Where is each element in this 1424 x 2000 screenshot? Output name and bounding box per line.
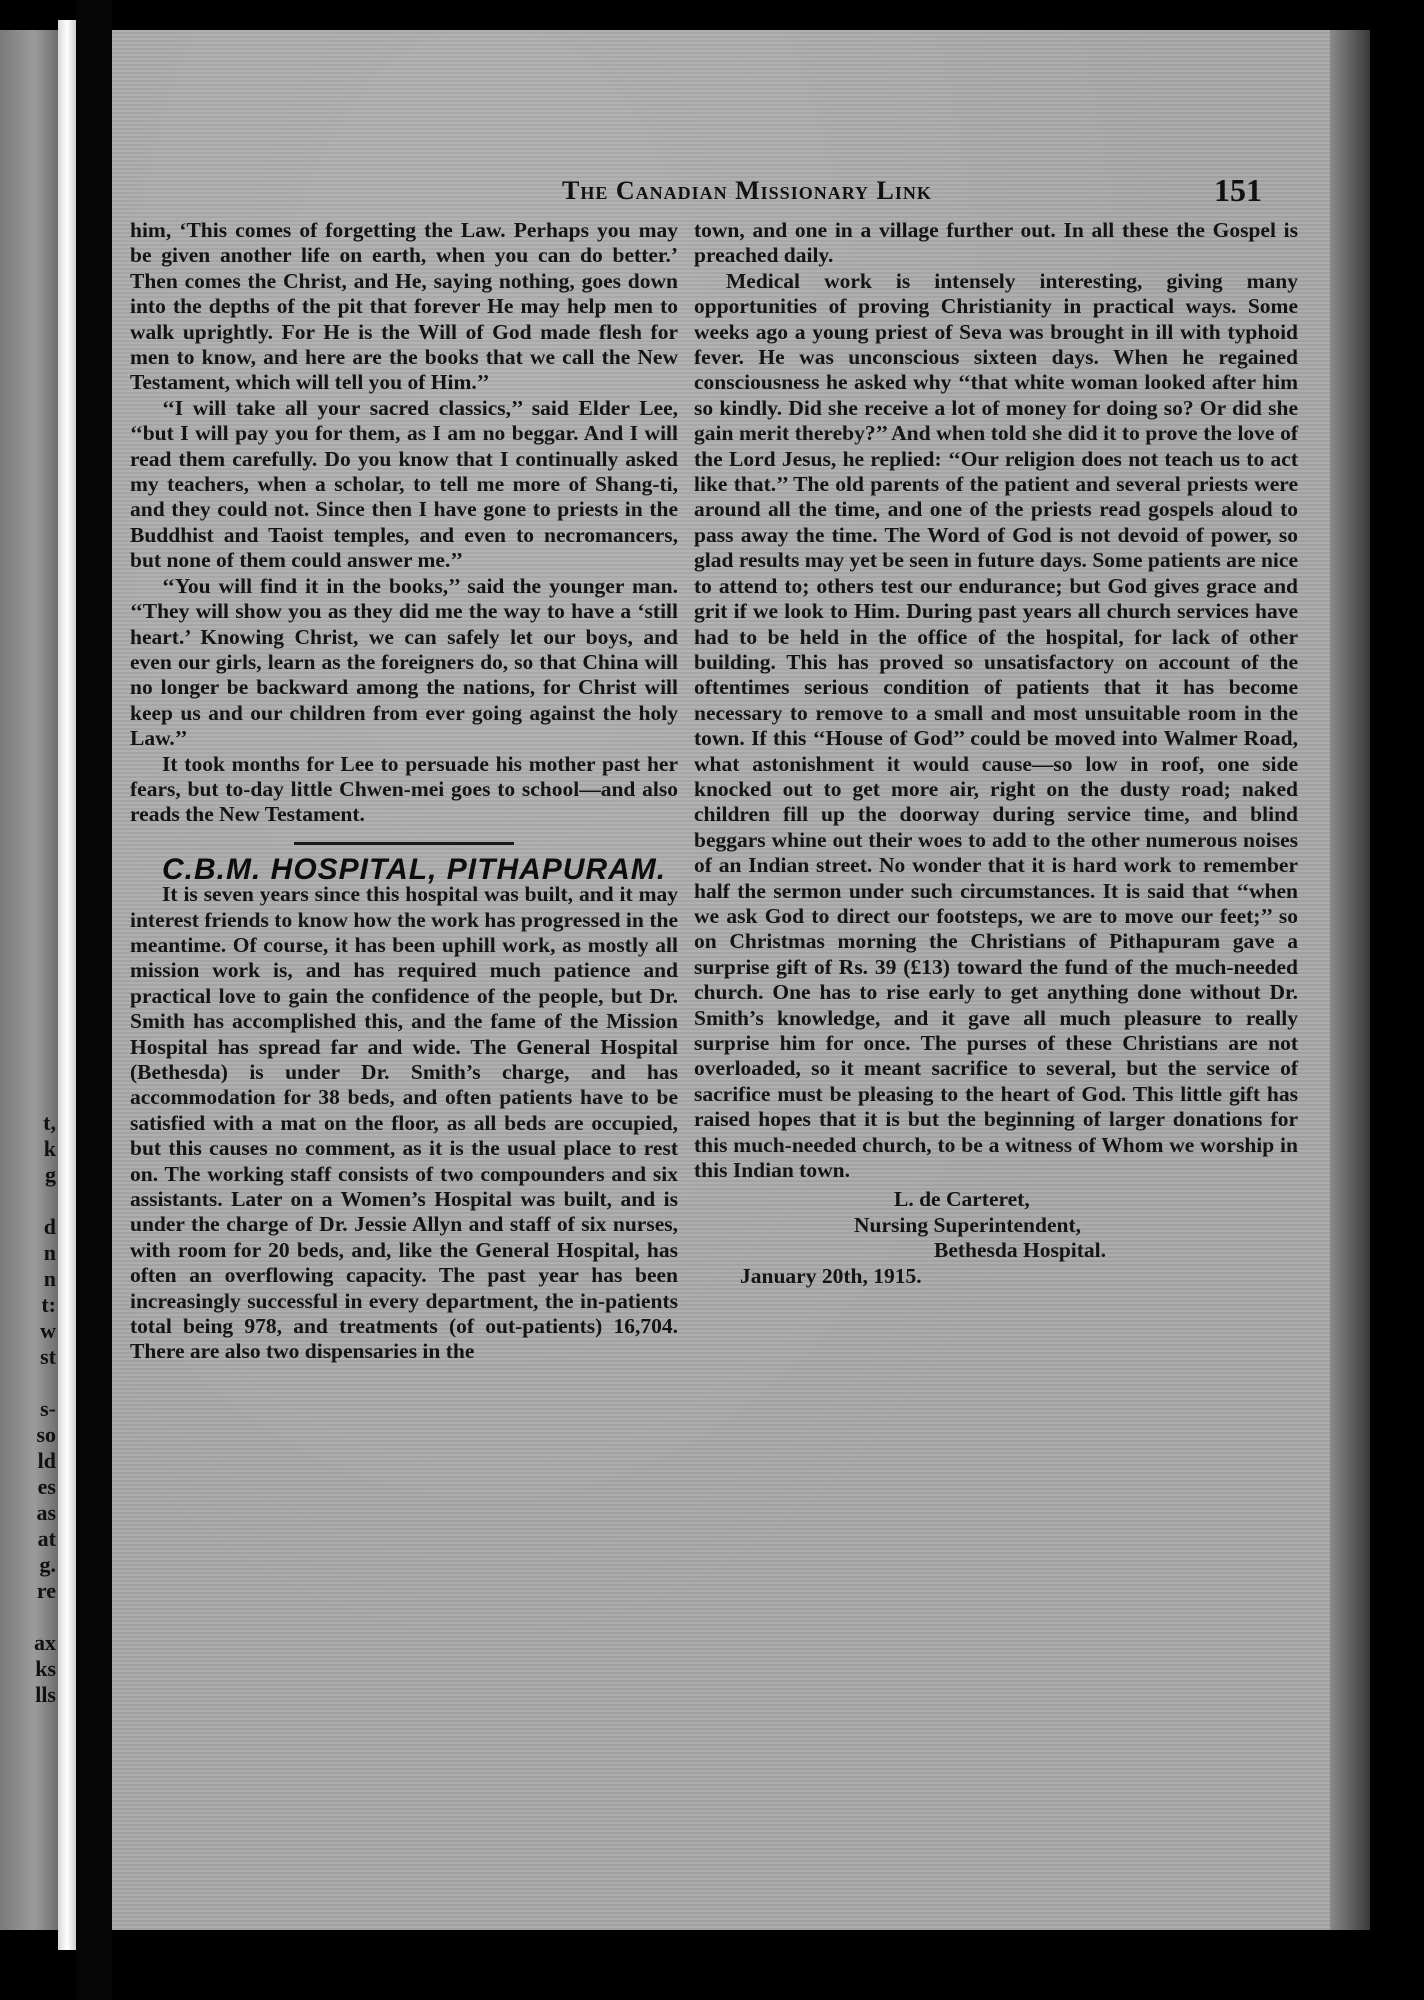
paragraph: It is seven years since this hospital was built, and it may interest friends to know how the work has progressed in the meantime. Of course, it has been uphill work, as mostly all mission work is, and has required much patience and practical love to gain the confidence of the people, but Dr. Smith has accomplished this, and the fame of the Mission Hospital has spread far and wide. The General Hospital (Bethesda) is under Dr. Smith’s charge, and has accommodation for 38 beds, and often patients have to be satisfied with a mat on the floor, as all beds are occupied, but this causes no comment, as it is the usual place to rest on. The working staff consists of two compounders and six assistants. Later on a Women’s Hospital was built, and is under the charge of Dr. Jessie Allyn and staff of six nurses, with room for 20 beds, and, like the General Hospital, has often an overflowing capacity. The past year has been increasingly successful in every department, the in-patients total being 978, and treatments (of out-patients) 16,704. There are also two dispensaries in the <box>130 882 678 1364</box>
adjacent-text-fragment: as <box>36 1500 56 1525</box>
left-column <box>130 218 678 1365</box>
adjacent-text-fragment: w <box>40 1318 56 1343</box>
adjacent-text-fragment: k <box>43 1136 56 1161</box>
paragraph: him, ‘This comes of forgetting the Law. Perhaps you may be given another life on earth, when you can do better.’ Then comes the Christ, and He, saying nothing, goes down into the depths of the pit that forever He may help men to walk uprightly. For He is the Will of God made flesh for men to know, and here are the books that we call the New Testament, which will tell you of Him.’’ <box>130 218 678 395</box>
page-number: 151 <box>1214 172 1262 208</box>
adjacent-text-fragment <box>34 1188 56 1214</box>
article-title: C.B.M. HOSPITAL, PITHAPURAM. <box>162 852 667 886</box>
date-line: January 20th, 1915. <box>740 1263 922 1288</box>
section-divider <box>294 842 514 845</box>
adjacent-text-fragment: at <box>37 1526 56 1551</box>
signature-name: L. de Carteret, <box>894 1187 1030 1212</box>
adjacent-page-text <box>34 1110 56 1708</box>
signature-block <box>694 1187 1298 1263</box>
page-edge-shadow <box>1330 30 1370 1930</box>
paragraph: ‘‘You will find it in the books,’’ said the younger man. ‘‘They will show you as they did me the way to have a ‘still heart.’ Knowing Christ, we can safely let our boys, and even our girls, learn as the foreigners do, so that China will no longer be backward among the nations, for Christ will keep us and our children from ever going against the holy Law.’’ <box>130 573 678 751</box>
adjacent-text-fragment: n <box>43 1240 56 1265</box>
paragraph: It took months for Lee to persuade his mother past her fears, but to-day little Chwen-mei goes to school—and also reads the New Testament. <box>130 751 678 827</box>
adjacent-text-fragment: t: <box>41 1292 56 1317</box>
adjacent-text-fragment: es <box>37 1474 56 1499</box>
running-title: The Canadian Missionary Link <box>562 176 932 205</box>
binding-gutter <box>76 0 112 2000</box>
adjacent-text-fragment: n <box>43 1266 56 1291</box>
adjacent-text-fragment: lls <box>35 1682 56 1707</box>
scanned-page <box>112 30 1370 1930</box>
adjacent-text-fragment <box>34 1604 56 1630</box>
paragraph: Medical work is intensely interesting, giving many opportunities of proving Christianity in practical ways. Some weeks ago a young priest of Seva was brought in ill with typhoid fever. He was unconscious sixteen days. When he regained consciousness he asked why ‘‘that white woman looked after him so kindly. Did she receive a lot of money for doing so? Or did she gain merit thereby?’’ And when told she did it to prove the love of the Lord Jesus, he replied: ‘‘Our religion does not teach us to act like that.’’ The old parents of the patient and several priests were around all the time, and one of the priests read gospels aloud to pass away the time. The Word of God is not devoid of power, so glad results may yet be seen in future days. Some patients are nice to attend to; others test our endurance; but God gives grace and grit if we look to Him. During past years all church services have had to be held in the office of the hospital, for lack of other building. This has proved so unsatisfactory on account of the oftentimes serious condition of patients that it has become necessary to remove to a small and most unsuitable room in the town. If this ‘‘House of God’’ could be moved into Walmer Road, what astonishment it would cause—so low in roof, one side knocked out to get more air, right on the dusty road; naked children fill up the doorway during service time, and blind beggars whine out their woes to add to the other numerous noises of an Indian street. No wonder that it is hard work to remember half the sermon under such circumstances. It is said that ‘‘when we ask God to direct our footsteps, we are to move our feet;’’ so on Christmas morning the Christians of Pithapuram gave a surprise gift of Rs. 39 (£13) toward the fund of the much-needed church. One has to rise early to get anything done without Dr. Smith’s knowledge, and it gave all much pleasure to really surprise him for once. The purses of these Christians are not overloaded, so it meant sacrifice to several, but the service of sacrifice must be pleasing to the heart of God. This little gift has raised hopes that it is but the beginning of larger donations for this much-needed church, to be a witness of Whom we worship in this Indian town. <box>694 268 1298 1183</box>
page-fold <box>58 20 76 1950</box>
adjacent-text-fragment: st <box>40 1344 56 1369</box>
adjacent-text-fragment <box>34 1370 56 1396</box>
signature-place: Bethesda Hospital. <box>934 1238 1107 1263</box>
paragraph: town, and one in a village further out. In all these the Gospel is preached daily. <box>694 218 1298 268</box>
adjacent-text-fragment: re <box>36 1578 56 1603</box>
adjacent-text-fragment: so <box>36 1422 56 1447</box>
paragraph: ‘‘I will take all your sacred classics,’’ said Elder Lee, ‘‘but I will pay you for them, as I am no beggar. And I will read them carefully. Do you know that I continually asked my teachers, when a scholar, to tell me more of Shang-ti, and they could not. Since then I have gone to priests in the Buddhist and Taoist temples, and even to necromancers, but none of them could answer me.’’ <box>130 395 678 573</box>
adjacent-text-fragment: t, <box>43 1110 56 1135</box>
adjacent-page-strip <box>0 30 58 1930</box>
adjacent-text-fragment: g <box>45 1162 56 1187</box>
adjacent-text-fragment: s- <box>40 1396 56 1421</box>
signature-role: Nursing Superintendent, <box>854 1212 1081 1237</box>
adjacent-text-fragment: d <box>43 1214 56 1239</box>
adjacent-text-fragment: g. <box>39 1552 56 1577</box>
right-column <box>694 218 1298 1289</box>
adjacent-text-fragment: ax <box>34 1630 56 1655</box>
adjacent-text-fragment: ks <box>35 1656 56 1681</box>
page-header <box>442 172 1262 212</box>
adjacent-text-fragment: ld <box>37 1448 56 1473</box>
